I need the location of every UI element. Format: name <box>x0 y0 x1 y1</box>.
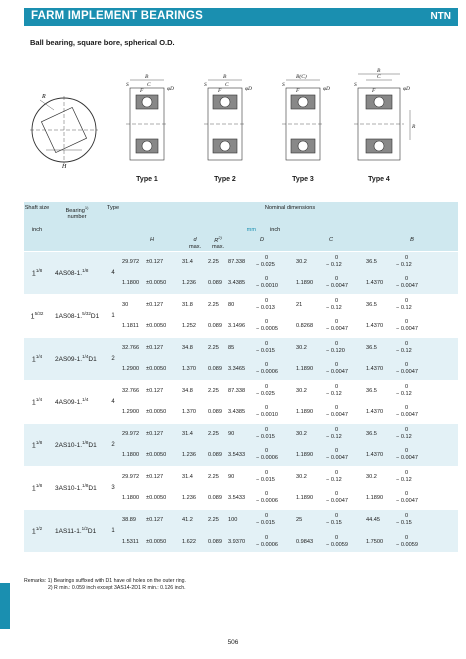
mm-D-tol: 0 − 0.015 <box>256 509 296 531</box>
mm-C: 30.2 <box>296 337 326 359</box>
in-D: 3.1496 <box>228 323 246 330</box>
t4-label-R: R <box>412 124 416 130</box>
remark-2: 2) R min.: 0.059 inch except 3AS14-2D1 R min.: 0.126 inch. <box>48 585 186 591</box>
page-title: FARM IMPLEMENT BEARINGS <box>31 10 203 22</box>
in-C: 1.1890 <box>296 409 314 416</box>
mm-H-tol: ±0.127 <box>146 423 182 445</box>
t3-label-F: F <box>296 88 300 94</box>
sub-H: H <box>149 236 155 243</box>
sub-B: B <box>410 236 414 243</box>
mm-C-tol: 0 − 0.12 <box>326 380 366 402</box>
label-H: H <box>62 164 67 170</box>
table-unit-row <box>24 224 458 235</box>
in-B-tol: 0 − 0.0047 <box>396 448 418 462</box>
t1-label-S: S <box>126 82 129 88</box>
mm-B-tol: 0 − 0.12 <box>396 251 458 273</box>
table-row <box>24 423 458 445</box>
bearing-number: 4AS09-1.$^{1/4}$ <box>50 380 104 423</box>
mm-B: 36.5 <box>366 423 396 445</box>
mm-H: 30 <box>122 294 146 316</box>
mm-B: 36.5 <box>366 380 396 402</box>
type-3-label: Type 3 <box>292 176 314 183</box>
bearing-number: 4AS08-1.$^{1/8}$ <box>50 251 104 294</box>
in-D: 3.4385 <box>228 409 246 416</box>
mm-C: 30.2 <box>296 251 326 273</box>
in-C: 1.1890 <box>296 495 314 502</box>
sub-R-max: max. <box>211 244 225 251</box>
in-B: 1.1890 <box>366 495 384 502</box>
t1-label-C: C <box>147 82 151 88</box>
in-H: 1.2900 <box>122 366 140 373</box>
in-R: 0.089 <box>208 452 222 459</box>
in-d: 1.370 <box>182 409 196 416</box>
section-subtitle: Ball bearing, square bore, spherical O.D. <box>30 38 175 47</box>
type-2-drawing <box>204 80 246 160</box>
in-B: 1.4370 <box>366 280 384 287</box>
mm-R: 2.25 <box>208 380 228 402</box>
mm-C: 30.2 <box>296 423 326 445</box>
mm-d: 31.8 <box>182 294 208 316</box>
in-H: 1.1811 <box>122 323 139 330</box>
t4-label-S: S <box>354 82 357 88</box>
col-type: Type <box>106 205 120 211</box>
t2-label-F: F <box>218 88 222 94</box>
t3-label-BC: B(C) <box>296 74 307 80</box>
mm-B: 36.5 <box>366 337 396 359</box>
mm-H: 29.972 <box>122 466 146 488</box>
mm-C: 21 <box>296 294 326 316</box>
in-C-tol: 0 − 0.0047 <box>326 319 348 333</box>
mm-D-tol: 0 − 0.025 <box>256 380 296 402</box>
in-H-tol: ±0.0050 <box>146 323 167 330</box>
remarks <box>24 578 186 592</box>
in-d: 1.622 <box>182 538 196 545</box>
shaft-size: $1^{5/32}$ <box>24 294 50 337</box>
type-4-label: Type 4 <box>368 176 390 183</box>
in-d: 1.236 <box>182 452 196 459</box>
table-row <box>24 380 458 402</box>
mm-H-tol: ±0.127 <box>146 509 182 531</box>
in-B-tol: 0 − 0.0047 <box>396 362 418 376</box>
in-H: 1.2900 <box>122 409 140 416</box>
in-R: 0.089 <box>208 323 222 330</box>
mm-C-tol: 0 − 0.12 <box>326 294 366 316</box>
in-C-tol: 0 − 0.0047 <box>326 276 348 290</box>
in-H-tol: ±0.0050 <box>146 495 167 502</box>
mm-d: 31.4 <box>182 466 208 488</box>
in-R: 0.089 <box>208 409 222 416</box>
mm-C-tol: 0 − 0.120 <box>326 337 366 359</box>
mm-H: 32.766 <box>122 380 146 402</box>
in-R: 0.089 <box>208 366 222 373</box>
in-B-tol: 0 − 0.0047 <box>396 276 418 290</box>
bearing-type: 4 <box>104 251 122 294</box>
bearing-drawings <box>0 0 466 200</box>
in-D-tol: 0 − 0.0006 <box>256 534 278 548</box>
in-B: 1.4370 <box>366 323 384 330</box>
mm-B: 30.2 <box>366 466 396 488</box>
table-header-row <box>24 202 458 224</box>
t2-label-D: φD <box>245 86 253 92</box>
table-row <box>24 509 458 531</box>
t1-label-F: F <box>140 88 144 94</box>
bearing-number: 1AS11-1.$^{1/2}$D1 <box>50 509 104 552</box>
mm-D-tol: 0 − 0.015 <box>256 337 296 359</box>
in-B-tol: 0 − 0.0047 <box>396 491 418 505</box>
mm-d: 34.8 <box>182 380 208 402</box>
sub-D: D <box>259 236 265 243</box>
table-subheader-row-2 <box>24 244 458 251</box>
in-H-tol: ±0.0050 <box>146 366 167 373</box>
in-D: 3.9370 <box>228 538 246 545</box>
in-d: 1.236 <box>182 495 196 502</box>
mm-H-tol: ±0.127 <box>146 337 182 359</box>
bearing-type: 1 <box>104 509 122 552</box>
sub-d-max: max. <box>188 244 202 251</box>
mm-H: 29.972 <box>122 423 146 445</box>
in-C: 1.1890 <box>296 452 314 459</box>
in-B: 1.4370 <box>366 366 384 373</box>
mm-R: 2.25 <box>208 509 228 531</box>
t1-label-D: φD <box>167 86 175 92</box>
in-R: 0.089 <box>208 280 222 287</box>
bearing-type: 3 <box>104 466 122 509</box>
in-H-tol: ±0.0050 <box>146 538 167 545</box>
mm-B: 44.45 <box>366 509 396 531</box>
mm-C: 30.2 <box>296 466 326 488</box>
in-C-tol: 0 − 0.0059 <box>326 534 348 548</box>
in-d: 1.252 <box>182 323 196 330</box>
in-D: 3.3465 <box>228 366 246 373</box>
mm-B: 36.5 <box>366 251 396 273</box>
mm-H-tol: ±0.127 <box>146 466 182 488</box>
in-D-tol: 0 − 0.0006 <box>256 448 278 462</box>
mm-R: 2.25 <box>208 251 228 273</box>
unit-mm: mm <box>246 226 256 233</box>
in-H: 1.1800 <box>122 495 140 502</box>
mm-D-tol: 0 − 0.015 <box>256 466 296 488</box>
mm-D: 85 <box>228 337 256 359</box>
t3-label-D: φD <box>323 86 331 92</box>
in-D: 3.5433 <box>228 452 246 459</box>
mm-d: 31.4 <box>182 251 208 273</box>
mm-H: 32.766 <box>122 337 146 359</box>
mm-R: 2.25 <box>208 337 228 359</box>
square-bore-drawing <box>30 96 98 164</box>
mm-C-tol: 0 − 0.12 <box>326 423 366 445</box>
in-R: 0.089 <box>208 495 222 502</box>
mm-R: 2.25 <box>208 423 228 445</box>
mm-C-tol: 0 − 0.12 <box>326 251 366 273</box>
bearing-number: 3AS10-1.$^{1/8}$D1 <box>50 466 104 509</box>
mm-C-tol: 0 − 0.15 <box>326 509 366 531</box>
in-B-tol: 0 − 0.0047 <box>396 405 418 419</box>
t1-label-B: B <box>145 74 149 80</box>
shaft-size: $1^{1/8}$ <box>24 466 50 509</box>
in-H: 1.1800 <box>122 452 140 459</box>
in-d: 1.236 <box>182 280 196 287</box>
in-C: 0.9843 <box>296 538 314 545</box>
table-row <box>24 251 458 273</box>
in-R: 0.089 <box>208 538 222 545</box>
in-d: 1.370 <box>182 366 196 373</box>
type-3-drawing <box>282 80 324 160</box>
mm-B-tol: 0 − 0.12 <box>396 337 458 359</box>
in-D: 3.5433 <box>228 495 246 502</box>
unit-inch-left: inch <box>31 226 43 233</box>
mm-d: 41.2 <box>182 509 208 531</box>
type-2-label: Type 2 <box>214 176 236 183</box>
mm-B-tol: 0 − 0.12 <box>396 294 458 316</box>
sub-d: d <box>193 236 197 243</box>
t4-label-B: B <box>377 68 381 74</box>
in-B: 1.4370 <box>366 452 384 459</box>
remark-1: Remarks: 1) Bearings suffixed with D1 have oil holes on the outer ring. <box>24 578 186 584</box>
mm-D-tol: 0 − 0.013 <box>256 294 296 316</box>
type-1-drawing <box>126 80 168 160</box>
mm-B-tol: 0 − 0.12 <box>396 466 458 488</box>
in-C-tol: 0 − 0.0047 <box>326 491 348 505</box>
table-row <box>24 466 458 488</box>
in-B: 1.7500 <box>366 538 384 545</box>
mm-D: 80 <box>228 294 256 316</box>
in-H: 1.5311 <box>122 538 139 545</box>
col-nominal: Nominal dimensions <box>264 205 316 211</box>
in-B-tol: 0 − 0.0047 <box>396 319 418 333</box>
mm-d: 34.8 <box>182 337 208 359</box>
t3-label-S: S <box>282 82 285 88</box>
mm-B: 36.5 <box>366 294 396 316</box>
mm-H: 29.972 <box>122 251 146 273</box>
t2-label-B: B <box>223 74 227 80</box>
mm-R: 2.25 <box>208 466 228 488</box>
table-row <box>24 294 458 316</box>
shaft-size: $1^{1/8}$ <box>24 423 50 466</box>
in-C-tol: 0 − 0.0047 <box>326 362 348 376</box>
type-1-label: Type 1 <box>136 176 158 183</box>
sub-R: $R^{2)}$ <box>214 235 222 244</box>
col-shaft: Shaft size <box>24 205 50 211</box>
in-H-tol: ±0.0050 <box>146 409 167 416</box>
dimension-table <box>24 202 458 552</box>
in-H: 1.1800 <box>122 280 140 287</box>
mm-D: 87.338 <box>228 380 256 402</box>
shaft-size: $1^{1/8}$ <box>24 251 50 294</box>
bearing-number: 2AS10-1.$^{1/8}$D1 <box>50 423 104 466</box>
t2-label-S: S <box>204 82 207 88</box>
table-row <box>24 337 458 359</box>
in-H-tol: ±0.0050 <box>146 452 167 459</box>
mm-d: 31.4 <box>182 423 208 445</box>
in-C: 1.1890 <box>296 280 314 287</box>
mm-B-tol: 0 − 0.15 <box>396 509 458 531</box>
shaft-size: $1^{1/4}$ <box>24 380 50 423</box>
bearing-type: 4 <box>104 380 122 423</box>
mm-B-tol: 0 − 0.12 <box>396 380 458 402</box>
in-D: 3.4385 <box>228 280 246 287</box>
in-C-tol: 0 − 0.0047 <box>326 448 348 462</box>
in-D-tol: 0 − 0.0010 <box>256 276 278 290</box>
shaft-size: $1^{1/2}$ <box>24 509 50 552</box>
brand-logo: NTN <box>430 11 451 22</box>
t2-label-C: C <box>225 82 229 88</box>
in-B: 1.4370 <box>366 409 384 416</box>
t4-label-D: φD <box>403 86 411 92</box>
mm-D: 87.338 <box>228 251 256 273</box>
mm-D-tol: 0 − 0.015 <box>256 423 296 445</box>
mm-D-tol: 0 − 0.025 <box>256 251 296 273</box>
in-D-tol: 0 − 0.0010 <box>256 405 278 419</box>
mm-B-tol: 0 − 0.12 <box>396 423 458 445</box>
mm-C: 25 <box>296 509 326 531</box>
in-C: 1.1890 <box>296 366 314 373</box>
page-number: 506 <box>227 639 239 646</box>
shaft-size: $1^{1/4}$ <box>24 337 50 380</box>
bearing-type: 2 <box>104 423 122 466</box>
mm-D: 90 <box>228 466 256 488</box>
bearing-number: 2AS09-1.$^{1/4}$D1 <box>50 337 104 380</box>
mm-H-tol: ±0.127 <box>146 294 182 316</box>
in-C-tol: 0 − 0.0047 <box>326 405 348 419</box>
bearing-type: 1 <box>104 294 122 337</box>
in-B-tol: 0 − 0.0059 <box>396 534 418 548</box>
t4-label-C: C <box>377 74 381 80</box>
mm-H: 38.89 <box>122 509 146 531</box>
mm-D: 100 <box>228 509 256 531</box>
mm-D: 90 <box>228 423 256 445</box>
mm-H-tol: ±0.127 <box>146 251 182 273</box>
bearing-type: 2 <box>104 337 122 380</box>
label-R: R <box>42 94 46 100</box>
mm-H-tol: ±0.127 <box>146 380 182 402</box>
unit-inch: inch <box>270 226 281 233</box>
sub-C: C <box>328 236 334 243</box>
table-subheader-row <box>24 235 458 244</box>
t4-label-F: F <box>372 88 376 94</box>
col-bearing: Bearing$^{1)}$ number <box>65 205 89 220</box>
side-tab <box>0 583 10 629</box>
bearing-number: 1AS08-1.$^{5/32}$D1 <box>50 294 104 337</box>
in-D-tol: 0 − 0.0006 <box>256 491 278 505</box>
mm-R: 2.25 <box>208 294 228 316</box>
mm-C-tol: 0 − 0.12 <box>326 466 366 488</box>
in-H-tol: ±0.0050 <box>146 280 167 287</box>
mm-C: 30.2 <box>296 380 326 402</box>
type-4-drawing <box>354 74 410 160</box>
in-D-tol: 0 − 0.0005 <box>256 319 278 333</box>
in-D-tol: 0 − 0.0006 <box>256 362 278 376</box>
in-C: 0.8268 <box>296 323 314 330</box>
